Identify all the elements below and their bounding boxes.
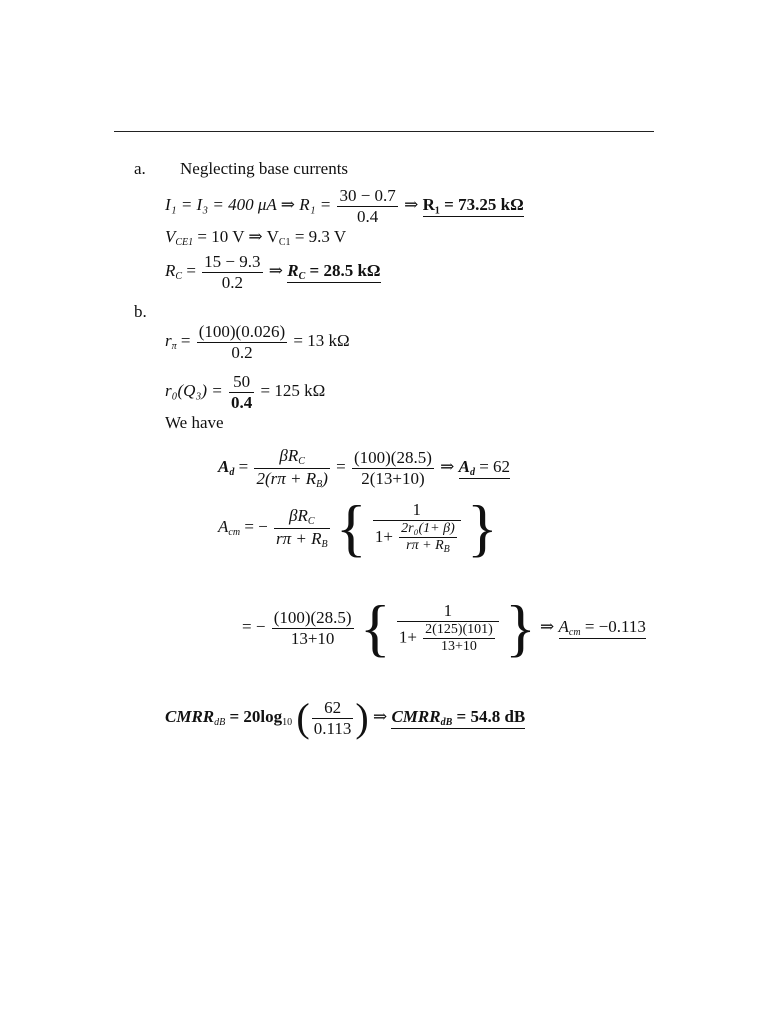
ro-numerator: 50 (233, 372, 251, 391)
cmrr-result: $CMRR_{dB} = 54.8$ dB (391, 706, 526, 728)
rpi-fraction (197, 322, 287, 362)
eq1-fraction (337, 186, 397, 226)
rpi-numerator: (100)(0.026) (198, 322, 286, 341)
eq3-denominator: 0.2 (202, 272, 262, 293)
equation-rpi: $r_\pi$ = $\frac{(100)(0.026)}{0.2}$ = 13 kΩ (165, 322, 350, 362)
top-rule (114, 131, 654, 132)
equation-ro (165, 372, 325, 412)
acm2-fraction: $\frac{(100)(28.5)}{13+10}$ (273, 607, 352, 648)
ro-denominator: 0.4 (231, 392, 253, 412)
eq2-rest: = 10 V ⇒ V (193, 227, 279, 246)
eq3-fraction (202, 252, 262, 292)
equation-acm: $A_{cm}$ = − $\frac{\beta R_C}{r\pi + R_B}$ { 1 1+ $\frac{\text{2r₀(1+ β)}}{r\pi + R_B}$ } (218, 492, 498, 563)
ad-fraction-2: $\frac{(100)(28.5)}{2(13+10)}$ (353, 447, 432, 488)
we-have-text: We have (165, 413, 224, 432)
acm2-inner-fraction: 1 1+ $\frac{2(125)(101)}{13+10}$ (397, 601, 499, 655)
cmrr-fraction: $\frac{62}{0.113}$ (313, 698, 352, 738)
eq3-symbol: R (165, 260, 176, 280)
equation-r1: I₁ = I₃ = 400 μA ⇒ R₁ = $\frac{30 - 0.7}{0.4}$ ⇒ R₁ = 73.25 kΩ (165, 186, 524, 226)
eq3-result: $R_C = 28.5$ kΩ (287, 260, 381, 282)
eq3-sub: C (175, 270, 183, 282)
eq1-result: R₁ = 73.25 kΩ (423, 195, 524, 217)
equation-acm-value: = − $\frac{(100)(28.5)}{13+10}$ { 1 1+ $\frac{2(125)(101)}{13+10}$ } ⇒ $A_{cm} = -0.113$ (242, 592, 646, 663)
ad-result: $A_d = 62$ (458, 456, 511, 478)
part-b-label: b. (134, 302, 147, 321)
eq3-numerator: 15 − 9.3 (204, 252, 261, 271)
part-a-heading: Neglecting base currents (180, 159, 349, 178)
rpi-denominator: 0.2 (197, 342, 287, 363)
equation-cmrr: $CMRR_{dB} = 20\log_{10}$ ( $\frac{62}{0.113}$ ) ⇒ $CMRR_{dB} = 54.8$ dB (165, 695, 526, 741)
equation-ad: $A_d$ = $\frac{\beta R_C}{2(r\pi + R_B)}$ = $\frac{(100)(28.5)}{2(13+10)}$ ⇒ $A_d = 62$ (218, 446, 511, 490)
ro-fraction (229, 372, 254, 412)
eq2-sub2: C1 (278, 237, 291, 248)
eq1-denominator: 0.4 (337, 206, 397, 227)
eq1-left: I₁ = I₃ = 400 μA ⇒ R₁ = (165, 194, 332, 214)
eq2-tail: = 9.3 V (290, 227, 347, 246)
equation-rc: $R_C$ = $\frac{15 - 9.3}{0.2}$ ⇒ $R_C = 28.5$ kΩ (165, 252, 381, 292)
eq2-symbol: V (165, 227, 176, 246)
eq2-sub: CE1 (175, 237, 194, 248)
eq1-numerator: 30 − 0.7 (339, 186, 396, 205)
acm-result: $A_{cm} = -0.113$ (558, 616, 646, 638)
part-a-label: a. (134, 159, 146, 178)
rpi-result: = 13 kΩ (293, 330, 350, 350)
acm-fraction-1: $\frac{\beta R_C}{r\pi + R_B}$ (276, 506, 328, 550)
acm-inner-fraction: 1 1+ $\frac{\text{2r₀(1+ β)}}{r\pi + R_B}$ (373, 500, 461, 555)
equation-vce1 (165, 228, 346, 248)
ro-result: = 125 kΩ (260, 380, 326, 400)
ad-fraction-1: $\frac{\beta R_C}{2(r\pi + R_B)}$ (256, 446, 328, 490)
ro-left: r₀(Q₃) = (165, 380, 223, 400)
